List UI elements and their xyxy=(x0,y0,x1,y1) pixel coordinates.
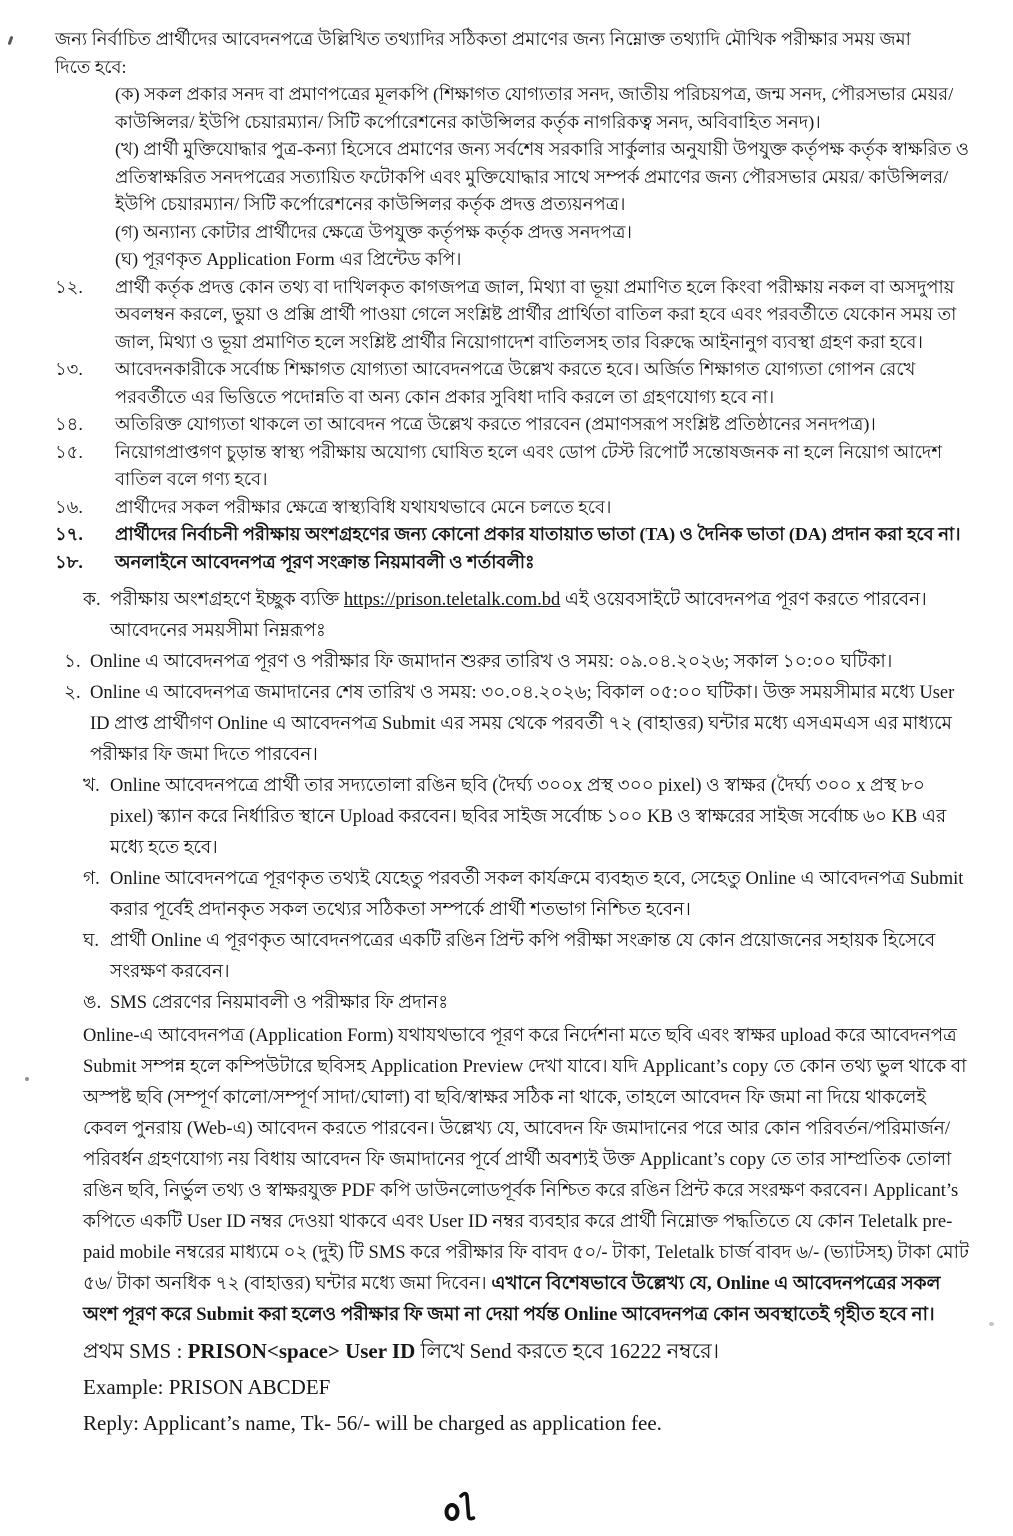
rule-text: Online আবেদনপত্রে পূরণকৃত তথ্যই যেহেতু পরবর্তী সকল কার্যক্রমে ব্যবহৃত হবে, সেহেতু Online এ আবেদনপত্র Submit করার পূর্বেই প্রদানকৃত সকল তথ্যের সঠিকতা সম্পর্কে প্রার্থী শতভাগ নিশ্চিত হবেন। xyxy=(110,869,964,920)
rule-marker: ঙ. xyxy=(83,993,102,1013)
deadline-text: Online এ আবেদনপত্র জমাদানের শেষ তারিখ ও সময়: ৩০.০৪.২০২৬; বিকাল ০৫:০০ ঘটিকা। উক্ত সময়সীমার মধ্যে User ID প্রাপ্ত প্রার্থীগণ Online এ আবেদনপত্র Submit এর সময় থেকে পরবর্তী ৭২ (বাহাত্তর) ঘন্টার মধ্যে এসএমএস এর মাধ্যমে পরীক্ষার ফি জমা দিতে পারবেন। xyxy=(90,683,955,765)
first-sms-prefix: প্রথম SMS : xyxy=(83,1339,188,1363)
clause-17 xyxy=(55,521,969,549)
list-item-text: সকল প্রকার সনদ বা প্রমাণপত্রের মূলকপি (শিক্ষাগত যোগ্যতার সনদ, জাতীয় পরিচয়পত্র, জন্ম সনদ, পৌরসভার মেয়র/ কাউন্সিলর/ ইউপি চেয়ারম্যান/ সিটি কর্পোরেশনের কাউন্সিলর কর্তৃক নাগরিকত্ব সনদ, অবিবাহিত সনদ)। xyxy=(115,84,954,132)
certificate-item-ka xyxy=(115,81,971,136)
rule-marker: খ. xyxy=(83,776,100,796)
certificate-item-kha xyxy=(115,136,971,219)
sms-example-line: Example: PRISON ABCDEF xyxy=(83,1375,331,1399)
rule-marker: ঘ. xyxy=(83,931,100,951)
rule-text: SMS প্রেরণের নিয়মাবলী ও পরীক্ষার ফি প্রদানঃ xyxy=(110,993,449,1013)
deadline-number: ২. xyxy=(64,683,81,703)
clause-number: ১৩. xyxy=(55,359,83,379)
clause-text: প্রার্থীদের নির্বাচনী পরীক্ষায় অংশগ্রহণের জন্য কোনো প্রকার যাতায়াত ভাতা (TA) ও দৈনিক ভাতা (DA) প্রদান করা হবে না। xyxy=(115,524,961,544)
clause-12 xyxy=(55,274,969,357)
clause-number: ১৬. xyxy=(55,496,83,517)
first-sms-line xyxy=(83,1333,969,1369)
list-marker: (খ) xyxy=(115,139,139,159)
sms-format-lines xyxy=(83,1333,969,1441)
clause-text: আবেদনকারীকে সর্বোচ্চ শিক্ষাগত যোগ্যতা আবেদনপত্রে উল্লেখ করতে হবে। অর্জিত শিক্ষাগত যোগ্যতা গোপন রেখে পরবর্তীতে এর ভিত্তিতে পদোন্নতি বা অন্য কোন প্রকার সুবিধা দাবি করলে তা গ্রহণযোগ্য হবে না। xyxy=(115,359,916,407)
clause-18 xyxy=(55,549,969,577)
intro-paragraph: জন্য নির্বাচিত প্রার্থীদের আবেদনপত্রে উল্লিখিত তথ্যাদির সঠিকতা প্রমাণের জন্য নিম্নোক্ত তথ্যাদি মৌখিক পরীক্ষার সময় জমা দিতে হবে: xyxy=(55,29,911,77)
list-marker: (ক) xyxy=(115,84,140,104)
list-item-text: পূরণকৃত Application Form এর প্রিন্টেড কপি। xyxy=(138,249,462,269)
clause-15 xyxy=(55,439,969,494)
clause-number: ১৫. xyxy=(55,441,83,462)
handwritten-page-mark xyxy=(443,1486,477,1526)
clause-text: নিয়োগপ্রাপ্তগণ চুড়ান্ত স্বাস্থ্য পরীক্ষায় অযোগ্য ঘোষিত হলে এবং ডোপ টেস্ট রিপোর্ট সন্তোষজনক না হলে নিয়োগ আদেশ বাতিল বলে গণ্য হবে। xyxy=(115,441,942,489)
rule-text-before-url: পরীক্ষায় অংশগ্রহণে ইচ্ছুক ব্যক্তি xyxy=(110,590,344,610)
application-website-link[interactable]: https://prison.teletalk.com.bd xyxy=(343,590,561,610)
numbered-clauses xyxy=(55,274,969,577)
rule-marker: ক. xyxy=(83,590,101,610)
clause-number: ১৮. xyxy=(55,551,83,572)
clause-14 xyxy=(55,411,969,439)
clause-text: প্রার্থীদের সকল পরীক্ষার ক্ষেত্রে স্বাস্থ্যবিধি যথাযথভাবে মেনে চলতে হবে। xyxy=(115,496,612,517)
list-marker: (ঘ) xyxy=(115,249,139,269)
sms-fee-paragraph-bold-warning: এখানে বিশেষভাবে উল্লেখ্য যে, Online এ আবেদনপত্রের সকল অংশ পূরণ করে Submit করা হলেও পরীক্ষার ফি জমা না দেয়া পর্যন্ত Online আবেদনপত্র কোন অবস্থাতেই গৃহীত হবে না। xyxy=(83,1274,941,1325)
clause-number: ১২. xyxy=(55,276,83,297)
rule-marker: গ. xyxy=(83,869,100,889)
rule-gha-print-copy xyxy=(83,926,969,988)
clause-text: অনলাইনে আবেদনপত্র পূরণ সংক্রান্ত নিয়মাবলী ও শর্তাবলীঃ xyxy=(115,551,535,572)
clause-13 xyxy=(55,356,969,411)
certificate-list xyxy=(115,81,971,274)
certificate-item-gha xyxy=(115,246,971,274)
rule-text-after-url: এই ওয়েবসাইটে আবেদনপত্র পূরণ করতে পারবেন। আবেদনের সময়সীমা নিম্নরূপঃ xyxy=(110,590,927,641)
clause-number: ১৪. xyxy=(55,414,83,434)
deadline-text: Online এ আবেদনপত্র পূরণ ও পরীক্ষার ফি জমাদান শুরুর তারিখ ও সময়: ০৯.০৪.২০২৬; সকাল ১০:০০ ঘটিকা। xyxy=(90,652,893,672)
rule-text: প্রার্থী Online এ পূরণকৃত আবেদনপত্রের একটি রঙিন প্রিন্ট কপি পরীক্ষা সংক্রান্ত যে কোন প্রয়োজনের সহায়ক হিসেবে সংরক্ষণ করবেন। xyxy=(110,931,936,982)
rule-text: Online আবেদনপত্রে প্রার্থী তার সদ্যতোলা রঙিন ছবি (দৈর্ঘ্য ৩০০x প্রস্থ ৩০০ pixel) ও স্বাক্ষর (দৈর্ঘ্য ৩০০ x প্রস্থ ৮০ pixel) স্ক্যান করে নির্ধারিত স্থানে Upload করবেন। ছবির সাইজ সর্বোচ্চ ১০০ KB ও স্বাক্ষরের সাইজ সর্বোচ্চ ৬০ KB এর মধ্যে হতে হবে। xyxy=(110,776,947,858)
list-marker: (গ) xyxy=(115,221,139,242)
sms-fee-paragraph-normal: Online-এ আবেদনপত্র (Application Form) যথাযথভাবে পূরণ করে নির্দেশনা মতে ছবি এবং স্বাক্ষর upload করে আবেদনপত্র Submit সম্পন্ন হলে কম্পিউটারে ছবিসহ Application Preview দেখা যাবে। যদি Applicant’s copy তে কোন তথ্য ভুল থাকে বা অস্পষ্ট ছবি (সম্পূর্ণ কালো/সম্পূর্ণ সাদা/ঘোলা) বা ছবি/স্বাক্ষর সঠিক না থাকে, তাহলে আবেদন ফি জমা না দিয়ে থাকলেই কেবল পুনরায় (Web-এ) আবেদন করতে পারবেন। উল্লেখ্য যে, আবেদন ফি জমাদানের পরে আর কোন পরিবর্তন/পরিমার্জন/পরিবর্ধন গ্রহণযোগ্য নয় বিধায় আবেদন ফি জমাদানের পূর্বে প্রার্থী অবশ্যই উক্ত Applicant’s copy তে তার সাম্প্রতিক তোলা রঙিন ছবি, নির্ভুল তথ্য ও স্বাক্ষরযুক্ত PDF কপি ডাউনলোডপূর্বক নিশ্চিত করে রঙিন প্রিন্ট করে সংরক্ষণ করবেন। Applicant’s কপিতে একটি User ID নম্বর দেওয়া থাকবে এবং User ID নম্বর ব্যবহার করে প্রার্থী নিম্নোক্ত পদ্ধতিতে যে কোন Teletalk pre-paid mobile নম্বরের মাধ্যমে ০২ (দুই) টি SMS করে পরীক্ষার ফি বাবদ ৫০/- টাকা, Teletalk চার্জ বাবদ ৬/- (ভ্যাটসহ) টাকা মোট ৫৬/ টাকা অনধিক ৭২ (বাহাত্তর) ঘন্টার মধ্যে জমা দিবেন। xyxy=(83,1026,970,1294)
list-item-text: প্রার্থী মুক্তিযোদ্ধার পুত্র-কন্যা হিসেবে প্রমাণের জন্য সর্বশেষ সরকারি সার্কুলার অনুযায়ী উপযুক্ত কর্তৃপক্ষ কর্তৃক স্বাক্ষরিত ও প্রতিস্বাক্ষরিত সনদপত্রের সত্যায়িত ফটোকপি এবং মুক্তিযোদ্ধার সাথে সম্পর্ক প্রমাণের জন্য পৌরসভার মেয়র/ কাউন্সিলর/ ইউপি চেয়ারম্যান/ সিটি কর্পোরেশনের কাউন্সিলর কর্তৃক প্রদত্ত প্রত্যয়নপত্র। xyxy=(115,139,970,214)
deadline-start xyxy=(64,647,969,678)
verification-documents-section xyxy=(55,26,969,576)
sms-fee-paragraph xyxy=(83,1021,969,1331)
sms-reply-line: Reply: Applicant’s name, Tk- 56/- will be charged as application fee. xyxy=(83,1411,662,1435)
deadline-number: ১. xyxy=(64,652,81,672)
online-application-rules-section xyxy=(64,585,970,1441)
rule-uma-sms-heading xyxy=(83,988,969,1019)
list-item-text: অন্যান্য কোটার প্রার্থীদের ক্ষেত্রে উপযুক্ত কর্তৃপক্ষ কর্তৃক প্রদত্ত সনদপত্র। xyxy=(138,221,632,242)
certificate-item-ga xyxy=(115,219,971,247)
clause-text: অতিরিক্ত যোগ্যতা থাকলে তা আবেদন পত্রে উল্লেখ করতে পারবেন (প্রমাণসরূপ সংশ্লিষ্ট প্রতিষ্ঠানের সনদপত্র)। xyxy=(115,414,876,434)
clause-16 xyxy=(55,494,969,522)
rule-text xyxy=(110,585,969,647)
deadline-end xyxy=(64,678,969,771)
first-sms-suffix: লিখে Send করতে হবে 16222 নম্বরে। xyxy=(415,1339,720,1363)
clause-text: প্রার্থী কর্তৃক প্রদত্ত কোন তথ্য বা দাখিলকৃত কাগজপত্র জাল, মিথ্যা বা ভূয়া প্রমাণিত হলে কিংবা পরীক্ষায় নকল বা অসদুপায় অবলম্বন করলে, ভুয়া ও প্রক্সি প্রার্থী পাওয়া গেলে সংশ্লিষ্ট প্রার্থীর প্রার্থিতা বাতিল করা হবে এবং পরবর্তীতে যেকোন সময় তা জাল, মিথ্যা ও ভূয়া প্রমাণিত হলে সংশ্লিষ্ট প্রার্থীর নিয়োগাদেশ বাতিলসহ তার বিরুদ্ধে আইনানুগ ব্যবস্থা গ্রহণ করা হবে। xyxy=(115,276,957,352)
rule-kha-photo-signature xyxy=(83,771,969,864)
rule-ga-verify-info xyxy=(83,864,969,926)
first-sms-format: PRISON<space> User ID xyxy=(187,1339,416,1363)
rule-ka-website xyxy=(83,585,969,647)
clause-number: ১৭. xyxy=(55,524,83,544)
